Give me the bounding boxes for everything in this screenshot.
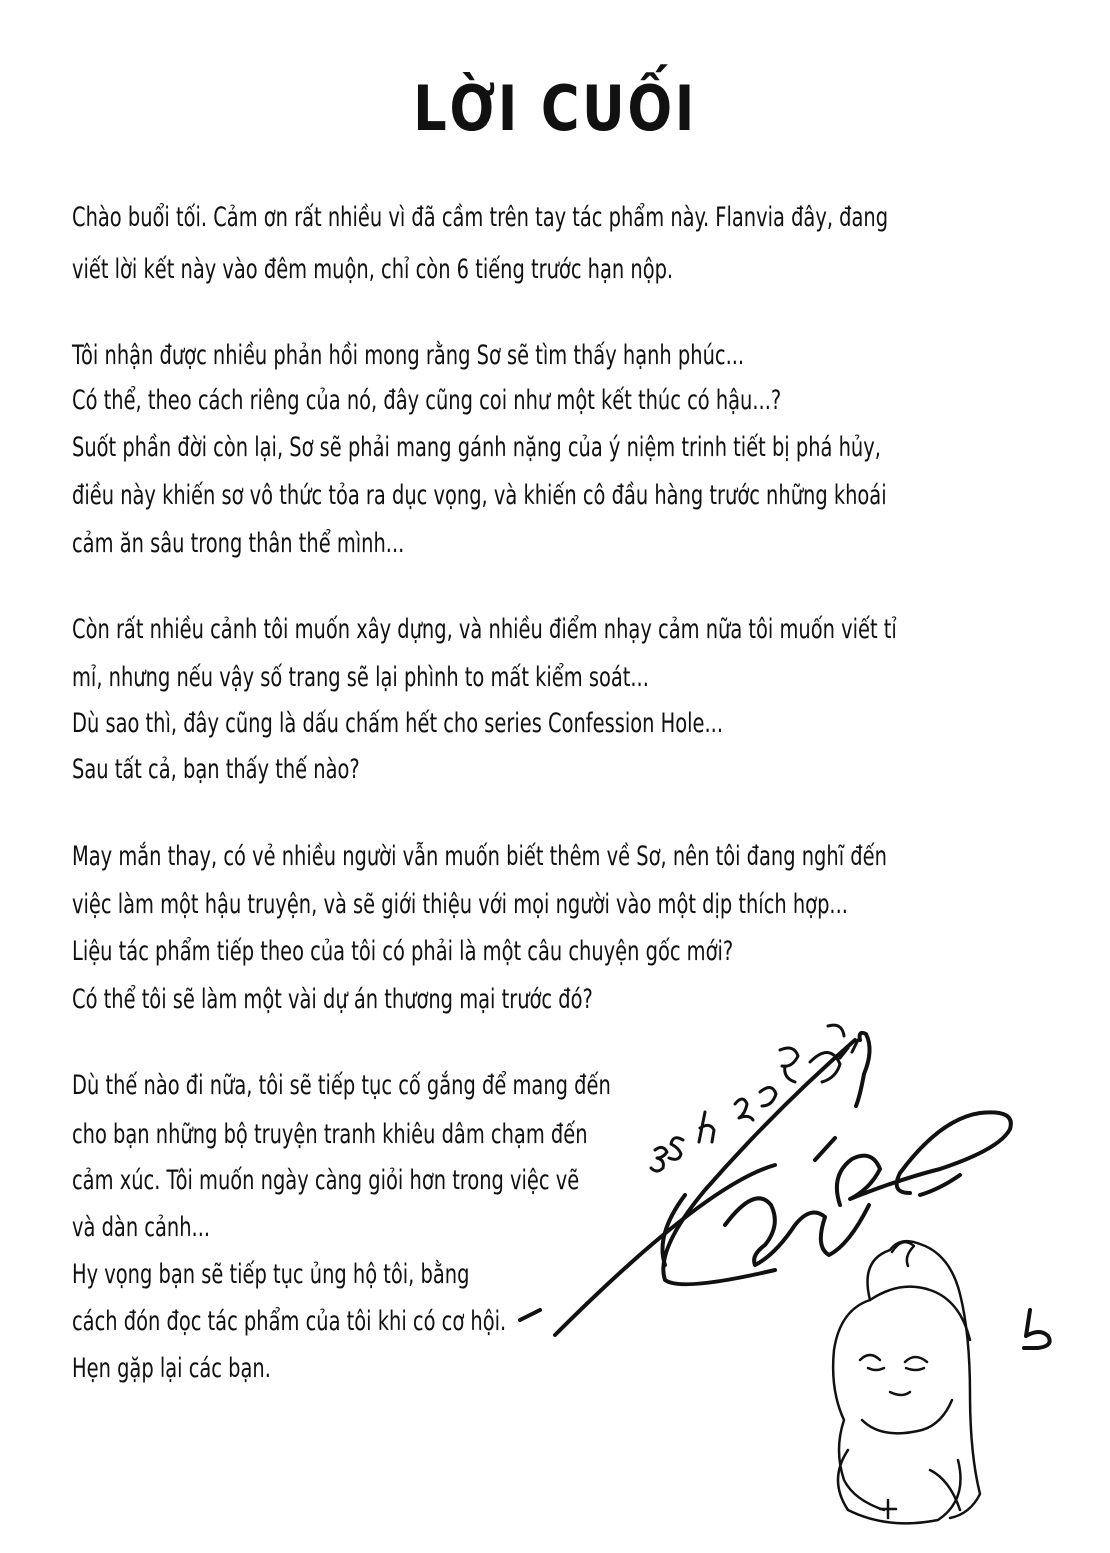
body-line: viết lời kết này vào đêm muộn, chỉ còn 6 tiếng trước hạn nộp.: [72, 254, 674, 285]
body-line: việc làm một hậu truyện, và sẽ giới thiệu với mọi người vào một dịp thích hợp...: [72, 889, 848, 920]
body-line: Tôi nhận được nhiều phản hồi mong rằng Sơ sẽ tìm thấy hạnh phúc...: [72, 340, 745, 371]
body-line: Có thể tôi sẽ làm một vài dự án thương mại trước đó?: [72, 984, 593, 1015]
body-line: Liệu tác phẩm tiếp theo của tôi có phải là một câu chuyện gốc mới?: [72, 936, 734, 967]
page-title: LỜI CUỐI: [413, 72, 697, 145]
body-line: Hy vọng bạn sẽ tiếp tục ủng hộ tôi, bằng: [72, 1259, 470, 1290]
body-line: Chào buổi tối. Cảm ơn rất nhiều vì đã cầm trên tay tác phẩm này. Flanvia đây, đang: [72, 202, 889, 233]
body-line: và dàn cảnh...: [72, 1212, 211, 1243]
body-line: Dù sao thì, đây cũng là dấu chấm hết cho series Confession Hole...: [72, 708, 724, 739]
body-line: Dù thế nào đi nữa, tôi sẽ tiếp tục cố gắng để mang đến: [72, 1070, 611, 1101]
body-line: cảm ăn sâu trong thân thể mình...: [72, 528, 405, 559]
body-line: Hẹn gặp lại các bạn.: [72, 1353, 271, 1384]
body-line: Suốt phần đời còn lại, Sơ sẽ phải mang gánh nặng của ý niệm trinh tiết bị phá hủy,: [72, 432, 881, 463]
chibi-nun-sketch: [833, 1241, 980, 1523]
body-line: Còn rất nhiều cảnh tôi muốn xây dựng, và nhiều điểm nhạy cảm nữa tôi muốn viết tỉ: [72, 614, 897, 645]
body-line: mỉ, nhưng nếu vậy số trang sẽ lại phình to mất kiểm soát...: [72, 662, 649, 693]
signature-flourish: [520, 1033, 1011, 1335]
body-line: cách đón đọc tác phẩm của tôi khi có cơ hội.: [72, 1306, 507, 1337]
body-line: điều này khiến sơ vô thức tỏa ra dục vọng, và khiến cô đầu hàng trước những khoái: [72, 480, 887, 511]
body-line: cảm xúc. Tôi muốn ngày càng giỏi hơn trong việc vẽ: [72, 1165, 580, 1196]
body-line: May mắn thay, có vẻ nhiều người vẫn muốn biết thêm về Sơ, nên tôi đang nghĩ đến: [72, 841, 887, 872]
body-line: Sau tất cả, bạn thấy thế nào?: [72, 754, 360, 785]
body-line: Có thể, theo cách riêng của nó, đây cũng coi như một kết thúc có hậu...?: [72, 385, 782, 416]
body-line: cho bạn những bộ truyện tranh khiêu dâm chạm đến: [72, 1119, 588, 1150]
signature-initial-mark: [1024, 1310, 1050, 1348]
